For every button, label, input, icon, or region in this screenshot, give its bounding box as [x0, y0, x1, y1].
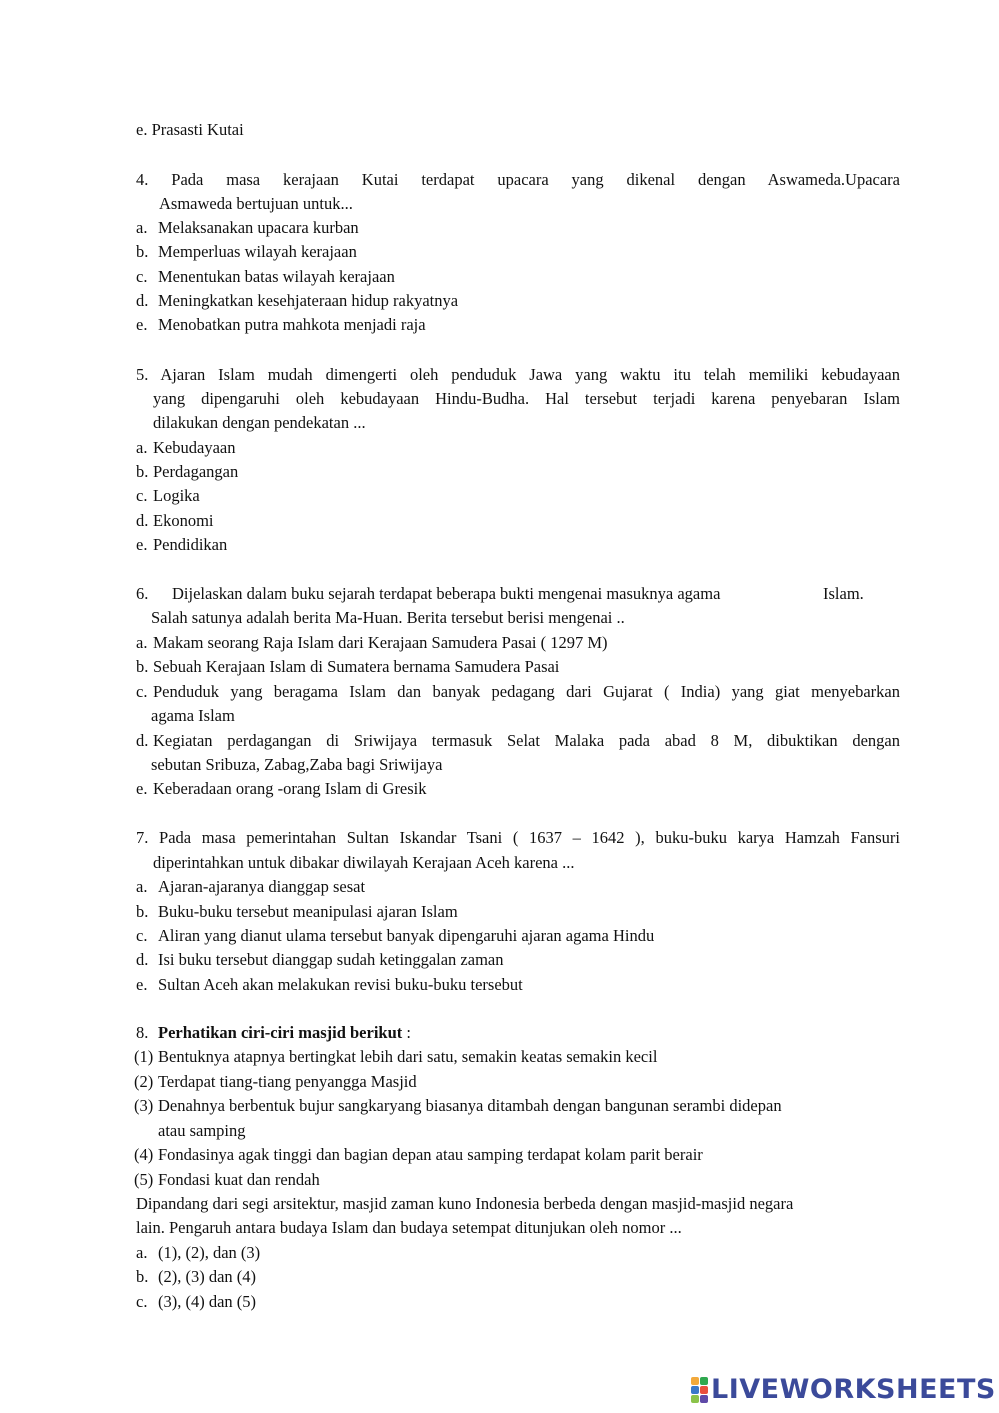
option-text: Logika: [153, 486, 200, 505]
q8-option-c[interactable]: [136, 1290, 900, 1314]
option-text: Kegiatan perdagangan di Sriwijaya termasuk Selat Malaka pada abad 8 M, dibuktikan dengan: [153, 731, 900, 750]
option-marker: b.: [136, 902, 149, 921]
option-text: Menobatkan putra mahkota menjadi raja: [158, 315, 426, 334]
q7-option-d[interactable]: [136, 948, 900, 972]
option-text: Meningkatkan kesehjateraan hidup rakyatnya: [158, 291, 459, 310]
question-number: 6.: [136, 584, 149, 603]
q5-stem-line2: yang dipengaruhi oleh kebudayaan Hindu-Budha. Hal tersebut terjadi karena penyebaran Islam: [153, 389, 900, 408]
q4-stem-line2: Asmaweda bertujuan untuk...: [159, 194, 353, 213]
q8-paragraph-line2: lain. Pengaruh antara budaya Islam dan budaya setempat ditunjukan oleh nomor ...: [136, 1218, 682, 1237]
q6-option-e[interactable]: [136, 777, 900, 801]
q8-item-5: [134, 1168, 898, 1192]
q4-option-c[interactable]: [136, 265, 900, 289]
option-marker: a.: [136, 218, 148, 237]
option-marker: e.: [136, 535, 148, 554]
q4-option-e[interactable]: [136, 313, 900, 337]
q8-item-1: [134, 1045, 898, 1069]
q8-item-3-cont: atau samping: [158, 1121, 246, 1140]
q5-option-e[interactable]: [136, 533, 900, 557]
option-text: Pendidikan: [153, 535, 228, 554]
q5-option-d[interactable]: [136, 509, 900, 533]
option-text: (1), (2), dan (3): [158, 1243, 261, 1262]
q8-heading-text: Perhatikan ciri-ciri masjid berikut: [158, 1023, 403, 1042]
option-marker: c.: [136, 926, 148, 945]
q5-option-b[interactable]: [136, 460, 900, 484]
option-text: Makam seorang Raja Islam dari Kerajaan Samudera Pasai ( 1297 M): [153, 633, 608, 652]
option-text: Memperluas wilayah kerajaan: [158, 242, 357, 261]
q8-option-a[interactable]: [136, 1241, 900, 1265]
q6-stem-text: Dijelaskan dalam buku sejarah terdapat beberapa bukti mengenai masuknya agama: [172, 584, 721, 603]
q8-item-4: [134, 1143, 898, 1167]
option-marker: d.: [136, 950, 149, 969]
item-marker: (5): [134, 1170, 154, 1189]
q5-option-a[interactable]: [136, 436, 900, 460]
option-marker: e.: [136, 779, 148, 798]
q6-option-c[interactable]: [136, 680, 900, 704]
option-text: Isi buku tersebut dianggap sudah ketinggalan zaman: [158, 950, 504, 969]
q6-option-d[interactable]: [136, 729, 900, 753]
q8-heading-colon: :: [402, 1023, 411, 1042]
q7-stem-line2: diperintahkan untuk dibakar diwilayah Kerajaan Aceh karena ...: [153, 853, 575, 872]
option-text: (2), (3) dan (4): [158, 1267, 257, 1286]
item-text: Bentuknya atapnya bertingkat lebih dari satu, semakin keatas semakin kecil: [158, 1047, 658, 1066]
option-marker: b.: [136, 462, 149, 481]
q5-option-c[interactable]: [136, 484, 900, 508]
q7-option-a[interactable]: [136, 875, 900, 899]
option-text: (3), (4) dan (5): [158, 1292, 257, 1311]
option-marker: c.: [136, 486, 148, 505]
q4-option-d[interactable]: [136, 289, 900, 313]
option-text: Ekonomi: [153, 511, 214, 530]
q8-option-b[interactable]: [136, 1265, 900, 1289]
option-text: Buku-buku tersebut meanipulasi ajaran Islam: [158, 902, 458, 921]
option-marker: a.: [136, 877, 148, 896]
option-text: Kebudayaan: [153, 438, 236, 457]
q7-option-c[interactable]: [136, 924, 900, 948]
option-marker: d.: [136, 291, 149, 310]
q4-stem-line1: 4. Pada masa kerajaan Kutai terdapat upacara yang dikenal dengan Aswameda.Upacara: [136, 170, 900, 189]
q6-stem-line2: Salah satunya adalah berita Ma-Huan. Berita tersebut berisi mengenai ..: [151, 608, 625, 627]
option-marker: c.: [136, 682, 148, 701]
item-text: Denahnya berbentuk bujur sangkaryang biasanya ditambah dengan bangunan serambi didepan: [158, 1096, 782, 1115]
q6-stem-end: Islam.: [823, 584, 864, 603]
q8-item-2: [134, 1070, 898, 1094]
option-text: Melaksanakan upacara kurban: [158, 218, 359, 237]
option-marker: c.: [136, 1292, 148, 1311]
option-text: Perdagangan: [153, 462, 239, 481]
q8-item-3: [134, 1094, 898, 1118]
q4-option-a[interactable]: [136, 216, 900, 240]
q4-option-b[interactable]: [136, 240, 900, 264]
q6-option-d-cont: sebutan Sribuza, Zabag,Zaba bagi Sriwijaya: [151, 755, 443, 774]
q7-option-e[interactable]: [136, 973, 900, 997]
q6-stem-line1: [136, 582, 900, 606]
option-text: Sebuah Kerajaan Islam di Sumatera bernama Samudera Pasai: [153, 657, 560, 676]
q6-option-b[interactable]: [136, 655, 900, 679]
liveworksheets-logo: [691, 1373, 996, 1407]
option-text: Sultan Aceh akan melakukan revisi buku-buku tersebut: [158, 975, 523, 994]
option-text: Keberadaan orang -orang Islam di Gresik: [153, 779, 427, 798]
question-number: 8.: [136, 1023, 149, 1042]
option-marker: c.: [136, 267, 148, 286]
item-text: Terdapat tiang-tiang penyangga Masjid: [158, 1072, 417, 1091]
option-text: Penduduk yang beragama Islam dan banyak pedagang dari Gujarat ( India) yang giat menyebarkan: [153, 682, 900, 701]
q5-stem-line1: 5. Ajaran Islam mudah dimengerti oleh penduduk Jawa yang waktu itu telah memiliki kebudayaan: [136, 365, 900, 384]
item-marker: (4): [134, 1145, 154, 1164]
item-marker: (2): [134, 1072, 154, 1091]
q5-stem-line3: dilakukan dengan pendekatan ...: [153, 413, 366, 432]
item-marker: (1): [134, 1047, 154, 1066]
q6-option-a[interactable]: [136, 631, 900, 655]
option-marker: b.: [136, 657, 149, 676]
option-marker: e.: [136, 975, 148, 994]
q8-paragraph-line1: Dipandang dari segi arsitektur, masjid zaman kuno Indonesia berbeda dengan masjid-masjid negara: [136, 1194, 794, 1213]
liveworksheets-mark-icon: [691, 1375, 709, 1405]
option-marker: d.: [136, 511, 149, 530]
option-marker: b.: [136, 242, 149, 261]
q7-option-b[interactable]: [136, 900, 900, 924]
option-marker: b.: [136, 1267, 149, 1286]
item-text: Fondasi kuat dan rendah: [158, 1170, 320, 1189]
logo-text: LIVEWORKSHEETS: [711, 1374, 996, 1405]
option-marker: d.: [136, 731, 149, 750]
item-text: Fondasinya agak tinggi dan bagian depan atau samping terdapat kolam parit berair: [158, 1145, 703, 1164]
option-marker: a.: [136, 1243, 148, 1262]
q7-stem-line1: 7. Pada masa pemerintahan Sultan Iskandar Tsani ( 1637 – 1642 ), buku-buku karya Hamzah Fansuri: [136, 828, 900, 847]
option-marker: e.: [136, 315, 148, 334]
prev-option-e: e. Prasasti Kutai: [136, 120, 244, 139]
q6-option-c-cont: agama Islam: [151, 706, 235, 725]
q8-heading: [136, 1021, 900, 1045]
option-text: Menentukan batas wilayah kerajaan: [158, 267, 395, 286]
item-marker: (3): [134, 1096, 154, 1115]
option-text: Ajaran-ajaranya dianggap sesat: [158, 877, 366, 896]
option-marker: a.: [136, 633, 148, 652]
option-marker: a.: [136, 438, 148, 457]
option-text: Aliran yang dianut ulama tersebut banyak dipengaruhi ajaran agama Hindu: [158, 926, 655, 945]
